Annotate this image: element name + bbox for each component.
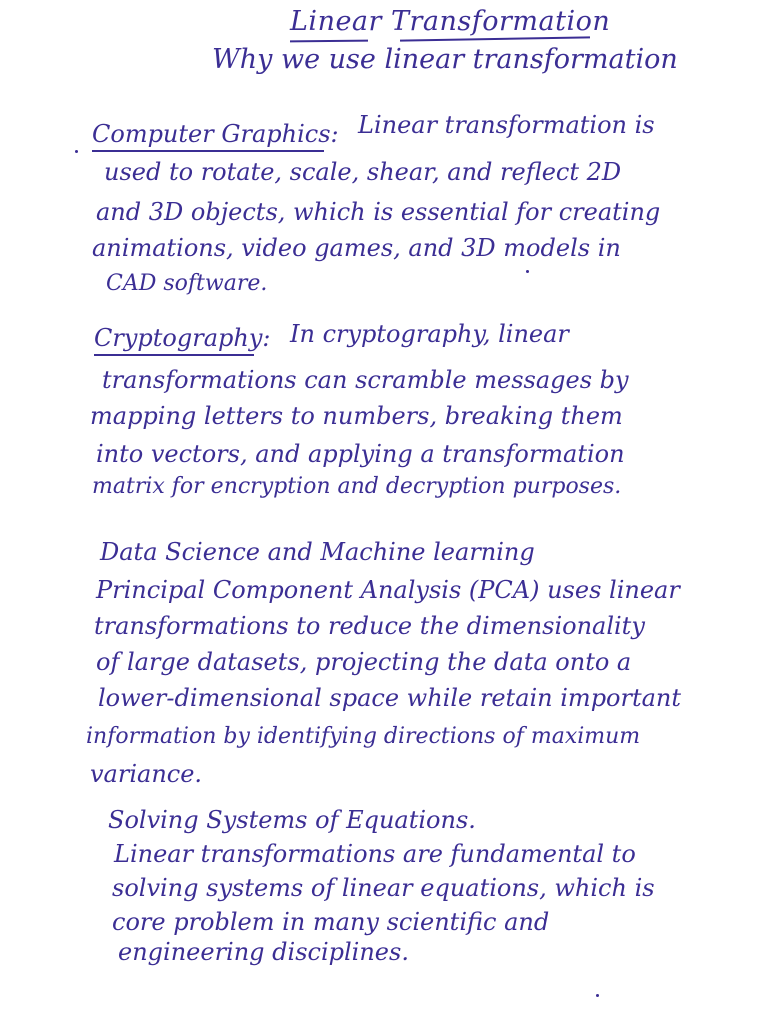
text-line: into vectors, and applying a transformation bbox=[96, 440, 625, 468]
heading-underline bbox=[94, 354, 254, 356]
ink-dot bbox=[596, 994, 599, 997]
ink-dot bbox=[526, 270, 529, 273]
section-heading-computer-graphics: Computer Graphics: bbox=[92, 120, 339, 148]
text-line: core problem in many scientific and bbox=[112, 908, 550, 936]
text-line: CAD software. bbox=[106, 271, 268, 296]
text-line: solving systems of linear equations, which is bbox=[112, 874, 655, 902]
text-line: engineering disciplines. bbox=[118, 938, 409, 966]
text-line: In cryptography, linear bbox=[290, 320, 569, 348]
text-line: Linear transformations are fundamental to bbox=[114, 840, 636, 868]
heading-underline bbox=[92, 150, 324, 152]
text-line: information by identifying directions of maximum bbox=[86, 724, 641, 749]
text-line: Linear transformation is bbox=[358, 111, 655, 139]
text-line: matrix for encryption and decryption purposes. bbox=[92, 474, 622, 499]
text-line: animations, video games, and 3D models in bbox=[92, 234, 621, 262]
section-heading-cryptography: Cryptography: bbox=[94, 324, 271, 352]
text-line: Principal Component Analysis (PCA) uses linear bbox=[96, 576, 680, 604]
title-underline bbox=[400, 36, 590, 41]
text-line: used to rotate, scale, shear, and reflect 2D bbox=[104, 158, 622, 186]
title-underline bbox=[290, 40, 368, 43]
text-line: mapping letters to numbers, breaking them bbox=[90, 402, 623, 430]
section-heading-data-science: Data Science and Machine learning bbox=[100, 538, 535, 566]
text-line: transformations to reduce the dimensionality bbox=[94, 612, 645, 640]
page-subtitle: Why we use linear transformation bbox=[212, 44, 678, 75]
text-line: variance. bbox=[90, 760, 203, 788]
page-title: Linear Transformation bbox=[290, 6, 611, 37]
text-line: transformations can scramble messages by bbox=[102, 366, 629, 394]
section-heading-solving-systems: Solving Systems of Equations. bbox=[108, 806, 476, 834]
text-line: of large datasets, projecting the data onto a bbox=[96, 648, 632, 676]
text-line: and 3D objects, which is essential for creating bbox=[96, 198, 661, 226]
ink-dot bbox=[75, 150, 78, 153]
text-line: lower-dimensional space while retain important bbox=[98, 684, 682, 712]
